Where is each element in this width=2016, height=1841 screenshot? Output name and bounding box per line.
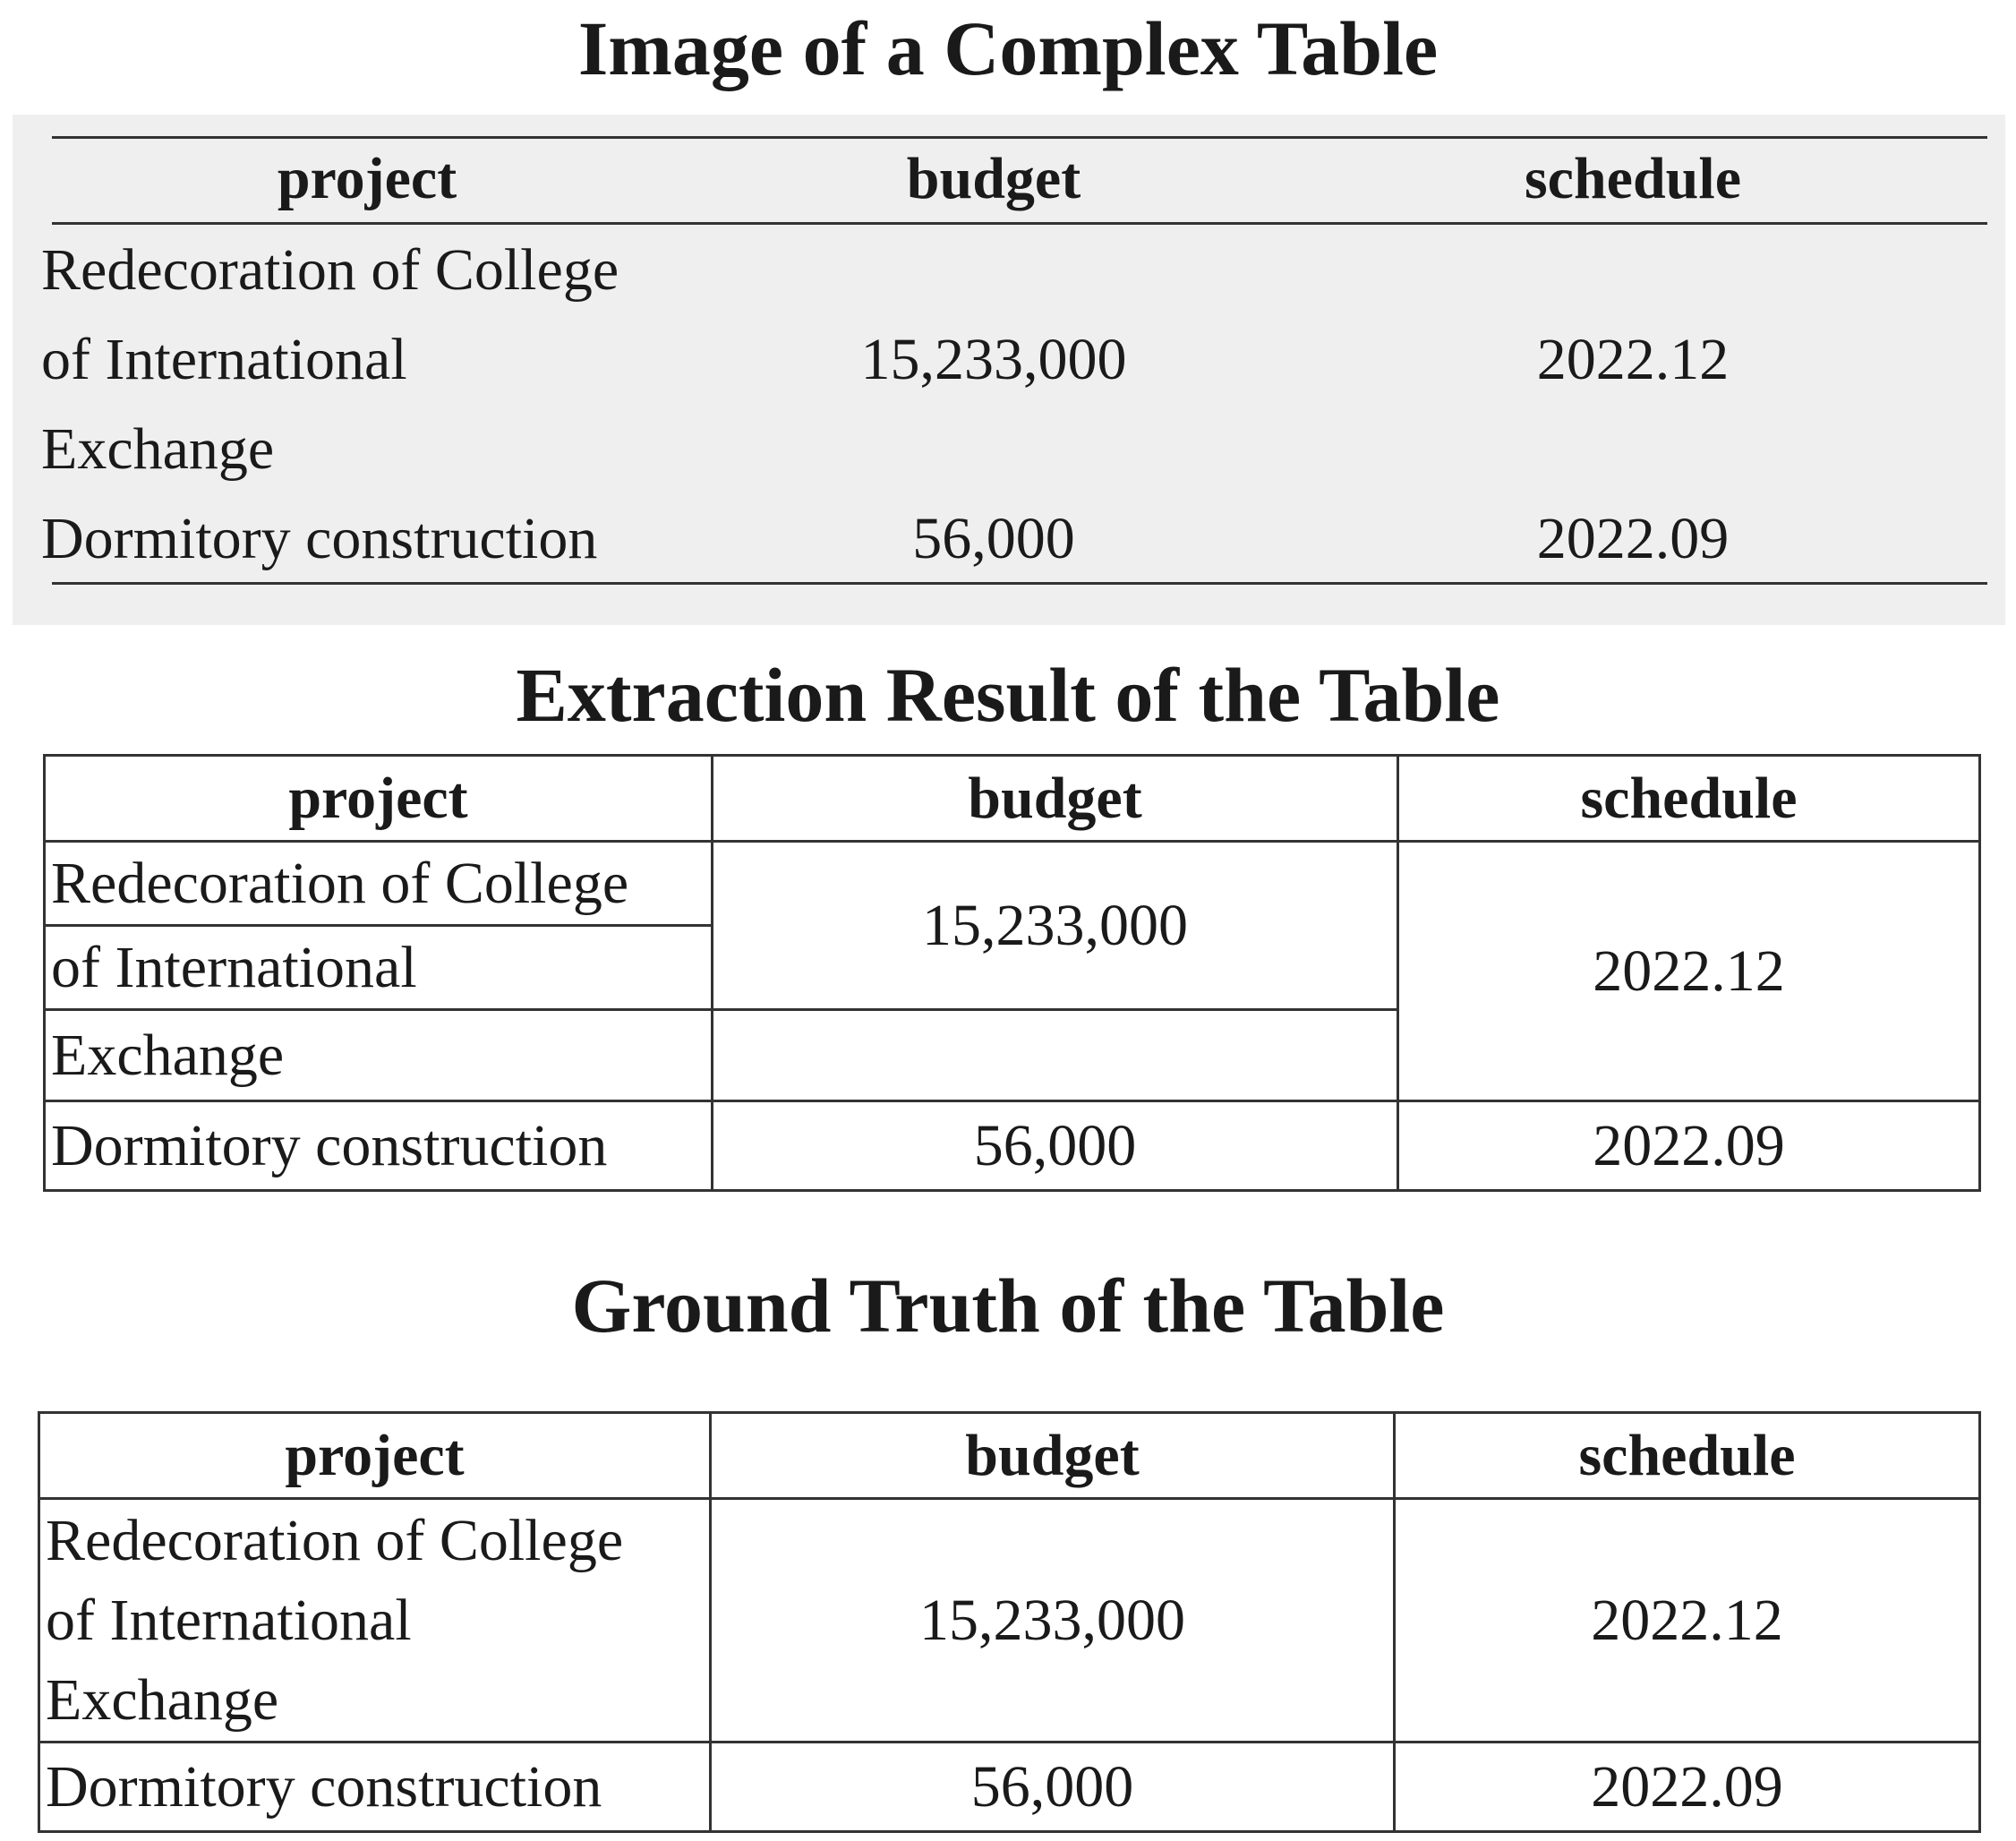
schedule-cell: 2022.12 [1398, 842, 1980, 1101]
project-cell: Exchange [45, 1010, 713, 1101]
project-cell: Redecoration of College [45, 842, 713, 926]
table-row [45, 756, 1980, 842]
row1-project-line3: Exchange [41, 416, 275, 482]
project-cell [39, 1499, 711, 1743]
budget-cell: 56,000 [711, 1743, 1395, 1832]
budget-cell-empty [713, 1010, 1398, 1101]
row1-project-line1: Redecoration of College [41, 237, 619, 303]
header-project: project [45, 756, 713, 842]
project-cell: Dormitory construction [39, 1743, 711, 1832]
table-row [45, 1101, 1980, 1191]
row1-budget: 15,233,000 [860, 327, 1127, 392]
header-schedule: schedule [1398, 756, 1980, 842]
image-section-title: Image of a Complex Table [577, 5, 1439, 91]
extraction-section-title: Extraction Result of the Table [516, 652, 1500, 738]
ground-truth-table [38, 1411, 1981, 1833]
budget-cell: 15,233,000 [711, 1499, 1395, 1743]
table-row [45, 842, 1980, 926]
header-budget: budget [711, 1413, 1395, 1499]
schedule-cell: 2022.09 [1395, 1743, 1980, 1832]
table-row [39, 1413, 1980, 1499]
budget-cell: 15,233,000 [713, 842, 1398, 1010]
header-schedule: schedule [1524, 146, 1742, 211]
row2-budget: 56,000 [912, 506, 1075, 571]
header-project: project [39, 1413, 711, 1499]
project-line: of International [46, 1588, 412, 1653]
project-line: Redecoration of College [46, 1508, 624, 1573]
schedule-cell: 2022.12 [1395, 1499, 1980, 1743]
extraction-result-table [43, 754, 1981, 1192]
project-cell: Dormitory construction [45, 1101, 713, 1191]
header-project: project [277, 146, 457, 211]
table-row [39, 1743, 1980, 1832]
source-table-image [13, 115, 2005, 625]
budget-cell: 56,000 [713, 1101, 1398, 1191]
project-cell: of International [45, 926, 713, 1010]
ground-truth-section-title: Ground Truth of the Table [571, 1263, 1445, 1349]
row2-schedule: 2022.09 [1536, 506, 1730, 571]
header-budget: budget [713, 756, 1398, 842]
header-budget: budget [906, 146, 1081, 211]
project-line: Exchange [46, 1667, 279, 1733]
schedule-cell: 2022.09 [1398, 1101, 1980, 1191]
header-schedule: schedule [1395, 1413, 1980, 1499]
table-row [39, 1499, 1980, 1743]
row1-schedule: 2022.12 [1536, 327, 1730, 392]
row2-project: Dormitory construction [41, 506, 598, 571]
row1-project-line2: of International [41, 327, 407, 392]
